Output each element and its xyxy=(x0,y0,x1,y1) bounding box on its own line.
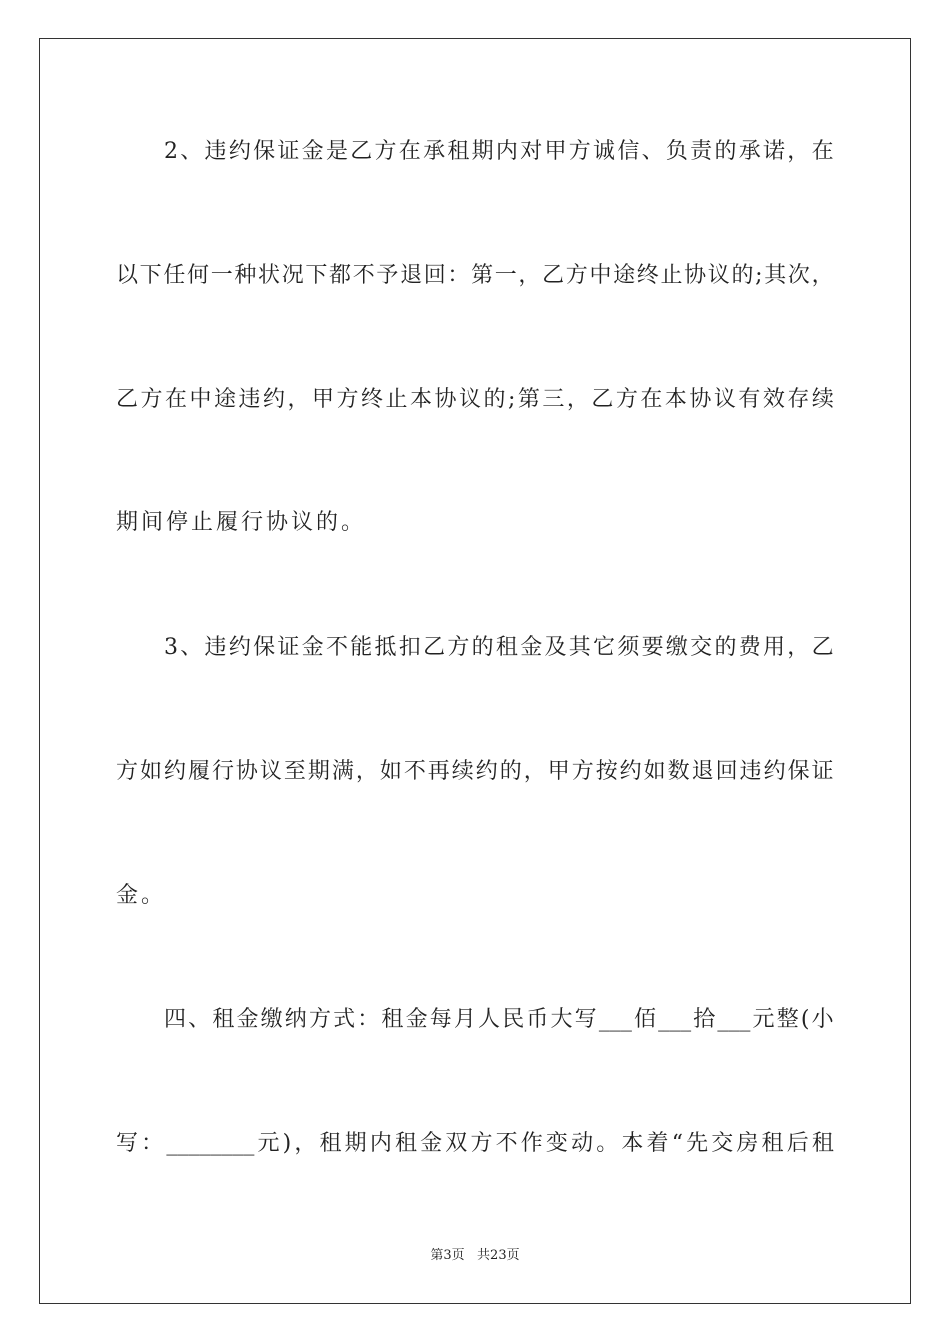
glyph: 人 xyxy=(478,1007,501,1032)
glyph: 乙 xyxy=(350,139,373,164)
glyph: 的 xyxy=(483,387,506,412)
page-border xyxy=(39,38,911,1304)
glyph: 式 xyxy=(333,1007,356,1032)
glyph: 在 xyxy=(640,387,663,412)
glyph: ___ xyxy=(658,1007,692,1032)
glyph: 内 xyxy=(495,139,518,164)
glyph: 议 xyxy=(713,387,736,412)
glyph: ， xyxy=(294,1131,317,1156)
glyph: 下 xyxy=(139,263,162,288)
glyph: 方 xyxy=(565,263,588,288)
glyph: 证 xyxy=(277,139,300,164)
glyph: 次 xyxy=(787,263,810,288)
glyph: ) xyxy=(282,1131,292,1156)
glyph: 甲 xyxy=(312,387,335,412)
glyph: 承 xyxy=(423,139,446,164)
glyph: 不 xyxy=(352,263,375,288)
glyph: 租 xyxy=(319,1131,342,1156)
glyph: 负 xyxy=(665,139,688,164)
glyph: 变 xyxy=(545,1131,568,1156)
glyph: 何 xyxy=(187,263,210,288)
glyph: 续 xyxy=(811,387,834,412)
glyph: 信 xyxy=(617,139,640,164)
glyph: 续 xyxy=(451,759,474,784)
glyph: 金 xyxy=(236,1007,259,1032)
glyph: ___ xyxy=(598,1007,632,1032)
glyph: 每 xyxy=(429,1007,452,1032)
glyph: 状 xyxy=(258,263,281,288)
glyph: 本 xyxy=(664,387,687,412)
glyph: 约 xyxy=(163,759,186,784)
glyph: 一 xyxy=(494,263,517,288)
glyph: 甲 xyxy=(547,759,570,784)
glyph: 金 xyxy=(420,1131,443,1156)
glyph: 满 xyxy=(331,759,354,784)
glyph: 租 xyxy=(394,1131,417,1156)
glyph: ; xyxy=(508,387,516,412)
glyph: 责 xyxy=(690,139,713,164)
glyph: 协 xyxy=(235,759,258,784)
glyph: 的 xyxy=(731,263,754,288)
glyph: 佰 xyxy=(633,1007,656,1032)
glyph: ， xyxy=(518,263,541,288)
paragraph-line-6 xyxy=(116,757,834,787)
glyph: 元 xyxy=(752,1007,775,1032)
glyph: 期 xyxy=(344,1131,367,1156)
glyph: 约 xyxy=(763,759,786,784)
glyph: 双 xyxy=(445,1131,468,1156)
glyph: 纳 xyxy=(284,1007,307,1032)
glyph: 、 xyxy=(188,1007,211,1032)
glyph: 的 xyxy=(499,759,522,784)
glyph: 途 xyxy=(214,387,237,412)
glyph: 一 xyxy=(210,263,233,288)
glyph: 有 xyxy=(738,387,761,412)
glyph: 约 xyxy=(475,759,498,784)
glyph: 的 xyxy=(471,635,494,660)
glyph: 抵 xyxy=(374,635,397,660)
glyph: 金 xyxy=(520,635,543,660)
glyph: ; xyxy=(755,263,763,288)
glyph: 交 xyxy=(711,1131,734,1156)
glyph: 乙 xyxy=(116,387,139,412)
glyph: 再 xyxy=(427,759,450,784)
glyph: 议 xyxy=(259,759,282,784)
paragraph-line-8 xyxy=(164,1005,834,1035)
glyph: 缴 xyxy=(665,635,688,660)
glyph: 不 xyxy=(325,635,348,660)
glyph: 缴 xyxy=(260,1007,283,1032)
glyph: 方 xyxy=(615,387,638,412)
glyph: 先 xyxy=(686,1131,709,1156)
glyph: 中 xyxy=(589,263,612,288)
glyph: 金 xyxy=(301,139,324,164)
glyph: 作 xyxy=(520,1131,543,1156)
glyph: 月 xyxy=(453,1007,476,1032)
paragraph-line-1 xyxy=(164,137,834,167)
glyph: 及 xyxy=(544,635,567,660)
glyph: 币 xyxy=(526,1007,549,1032)
glyph: 数 xyxy=(667,759,690,784)
glyph: 、 xyxy=(180,139,203,164)
glyph: 用 xyxy=(763,635,786,660)
glyph: 第 xyxy=(471,263,494,288)
glyph: 它 xyxy=(593,635,616,660)
glyph: 3 xyxy=(164,635,178,660)
glyph: ： xyxy=(447,263,470,288)
glyph: 其 xyxy=(764,263,787,288)
glyph: 行 xyxy=(211,759,234,784)
glyph: 方 xyxy=(116,759,139,784)
glyph: “ xyxy=(671,1131,683,1156)
glyph: 着 xyxy=(646,1131,669,1156)
glyph: 。 xyxy=(596,1131,619,1156)
glyph: 回 xyxy=(715,759,738,784)
glyph: 存 xyxy=(787,387,810,412)
glyph: 乙 xyxy=(542,263,565,288)
glyph: 议 xyxy=(459,387,482,412)
paragraph-line-9 xyxy=(116,1129,834,1159)
glyph: ， xyxy=(811,263,834,288)
glyph: 其 xyxy=(568,635,591,660)
glyph: 协 xyxy=(434,387,457,412)
glyph: 本 xyxy=(410,387,433,412)
glyph: 途 xyxy=(613,263,636,288)
glyph: 2 xyxy=(164,139,178,164)
glyph: 约 xyxy=(619,759,642,784)
glyph: ， xyxy=(355,759,378,784)
glyph: 予 xyxy=(376,263,399,288)
glyph: 况 xyxy=(281,263,304,288)
glyph: 中 xyxy=(189,387,212,412)
glyph: 金 xyxy=(301,635,324,660)
glyph: 的 xyxy=(714,635,737,660)
paragraph-line-7: 金。 xyxy=(116,883,167,908)
glyph: 如 xyxy=(643,759,666,784)
glyph: 期 xyxy=(307,759,330,784)
glyph: 民 xyxy=(502,1007,525,1032)
glyph: 方 xyxy=(571,759,594,784)
glyph: ， xyxy=(566,387,589,412)
glyph: 下 xyxy=(305,263,328,288)
glyph: 议 xyxy=(707,263,730,288)
glyph: 方 xyxy=(470,1131,493,1156)
glyph: 四 xyxy=(164,1007,187,1032)
glyph: 止 xyxy=(385,387,408,412)
glyph: 方 xyxy=(447,635,470,660)
glyph: 乙 xyxy=(811,635,834,660)
glyph: 效 xyxy=(762,387,785,412)
paragraph-line-2 xyxy=(116,261,834,291)
glyph: 甲 xyxy=(544,139,567,164)
glyph: 方 xyxy=(568,139,591,164)
glyph: 诺 xyxy=(763,139,786,164)
glyph: 租 xyxy=(761,1131,784,1156)
glyph: 租 xyxy=(447,139,470,164)
glyph: 第 xyxy=(517,387,540,412)
glyph: 种 xyxy=(234,263,257,288)
glyph: 方 xyxy=(336,387,359,412)
glyph: ： xyxy=(141,1131,164,1156)
glyph: 回 xyxy=(423,263,446,288)
glyph: ， xyxy=(787,635,810,660)
glyph: 写 xyxy=(116,1131,139,1156)
paragraph-line-3 xyxy=(116,385,834,415)
glyph: 在 xyxy=(398,139,421,164)
glyph: 租 xyxy=(212,1007,235,1032)
glyph: 小 xyxy=(811,1007,834,1032)
glyph: ， xyxy=(287,387,310,412)
page-number-footer: 第3页 共23页 xyxy=(430,1248,520,1263)
glyph: 三 xyxy=(542,387,565,412)
glyph: 在 xyxy=(811,139,834,164)
glyph: 按 xyxy=(595,759,618,784)
glyph: 都 xyxy=(329,263,352,288)
glyph: ， xyxy=(787,139,810,164)
glyph: 写 xyxy=(574,1007,597,1032)
paragraph-line-4: 期间停止履行协议的。 xyxy=(116,510,367,535)
glyph: 、 xyxy=(641,139,664,164)
glyph: 保 xyxy=(253,139,276,164)
glyph: 动 xyxy=(571,1131,594,1156)
glyph: 违 xyxy=(204,139,227,164)
glyph: 在 xyxy=(165,387,188,412)
glyph: 保 xyxy=(787,759,810,784)
glyph: 退 xyxy=(400,263,423,288)
glyph: 乙 xyxy=(591,387,614,412)
glyph: 本 xyxy=(621,1131,644,1156)
glyph: 承 xyxy=(738,139,761,164)
glyph: 后 xyxy=(786,1131,809,1156)
glyph: 方 xyxy=(374,139,397,164)
glyph: 保 xyxy=(253,635,276,660)
glyph: 租 xyxy=(381,1007,404,1032)
glyph: 须 xyxy=(617,635,640,660)
glyph: 协 xyxy=(689,387,712,412)
glyph: 止 xyxy=(660,263,683,288)
glyph: 约 xyxy=(228,635,251,660)
glyph: 对 xyxy=(520,139,543,164)
glyph: 整 xyxy=(776,1007,799,1032)
glyph: 协 xyxy=(684,263,707,288)
glyph: 终 xyxy=(636,263,659,288)
glyph: 不 xyxy=(495,1131,518,1156)
glyph: 如 xyxy=(379,759,402,784)
glyph: 租 xyxy=(495,635,518,660)
glyph: ， xyxy=(523,759,546,784)
glyph: 至 xyxy=(283,759,306,784)
glyph: 方 xyxy=(140,387,163,412)
glyph: ________ xyxy=(166,1131,255,1156)
paragraph-line-5 xyxy=(164,633,834,663)
glyph: 约 xyxy=(263,387,286,412)
glyph: 退 xyxy=(691,759,714,784)
glyph: 履 xyxy=(187,759,210,784)
glyph: 违 xyxy=(739,759,762,784)
glyph: ： xyxy=(357,1007,380,1032)
glyph: 乙 xyxy=(423,635,446,660)
glyph: 能 xyxy=(350,635,373,660)
glyph: 的 xyxy=(714,139,737,164)
glyph: 费 xyxy=(738,635,761,660)
glyph: 房 xyxy=(736,1131,759,1156)
glyph: 任 xyxy=(163,263,186,288)
glyph: 金 xyxy=(405,1007,428,1032)
glyph: 证 xyxy=(277,635,300,660)
glyph: ( xyxy=(800,1007,810,1032)
glyph: 如 xyxy=(139,759,162,784)
glyph: 诚 xyxy=(593,139,616,164)
glyph: 元 xyxy=(257,1131,280,1156)
glyph: 拾 xyxy=(693,1007,716,1032)
glyph: ___ xyxy=(717,1007,751,1032)
glyph: 违 xyxy=(204,635,227,660)
glyph: 违 xyxy=(238,387,261,412)
glyph: 终 xyxy=(361,387,384,412)
glyph: 期 xyxy=(471,139,494,164)
glyph: 大 xyxy=(550,1007,573,1032)
glyph: 交 xyxy=(690,635,713,660)
glyph: 以 xyxy=(116,263,139,288)
glyph: 扣 xyxy=(398,635,421,660)
glyph: 方 xyxy=(308,1007,331,1032)
glyph: 是 xyxy=(325,139,348,164)
glyph: 租 xyxy=(811,1131,834,1156)
glyph: 、 xyxy=(180,635,203,660)
glyph: 不 xyxy=(403,759,426,784)
glyph: 证 xyxy=(811,759,834,784)
glyph: 要 xyxy=(641,635,664,660)
glyph: 约 xyxy=(228,139,251,164)
glyph: 内 xyxy=(369,1131,392,1156)
